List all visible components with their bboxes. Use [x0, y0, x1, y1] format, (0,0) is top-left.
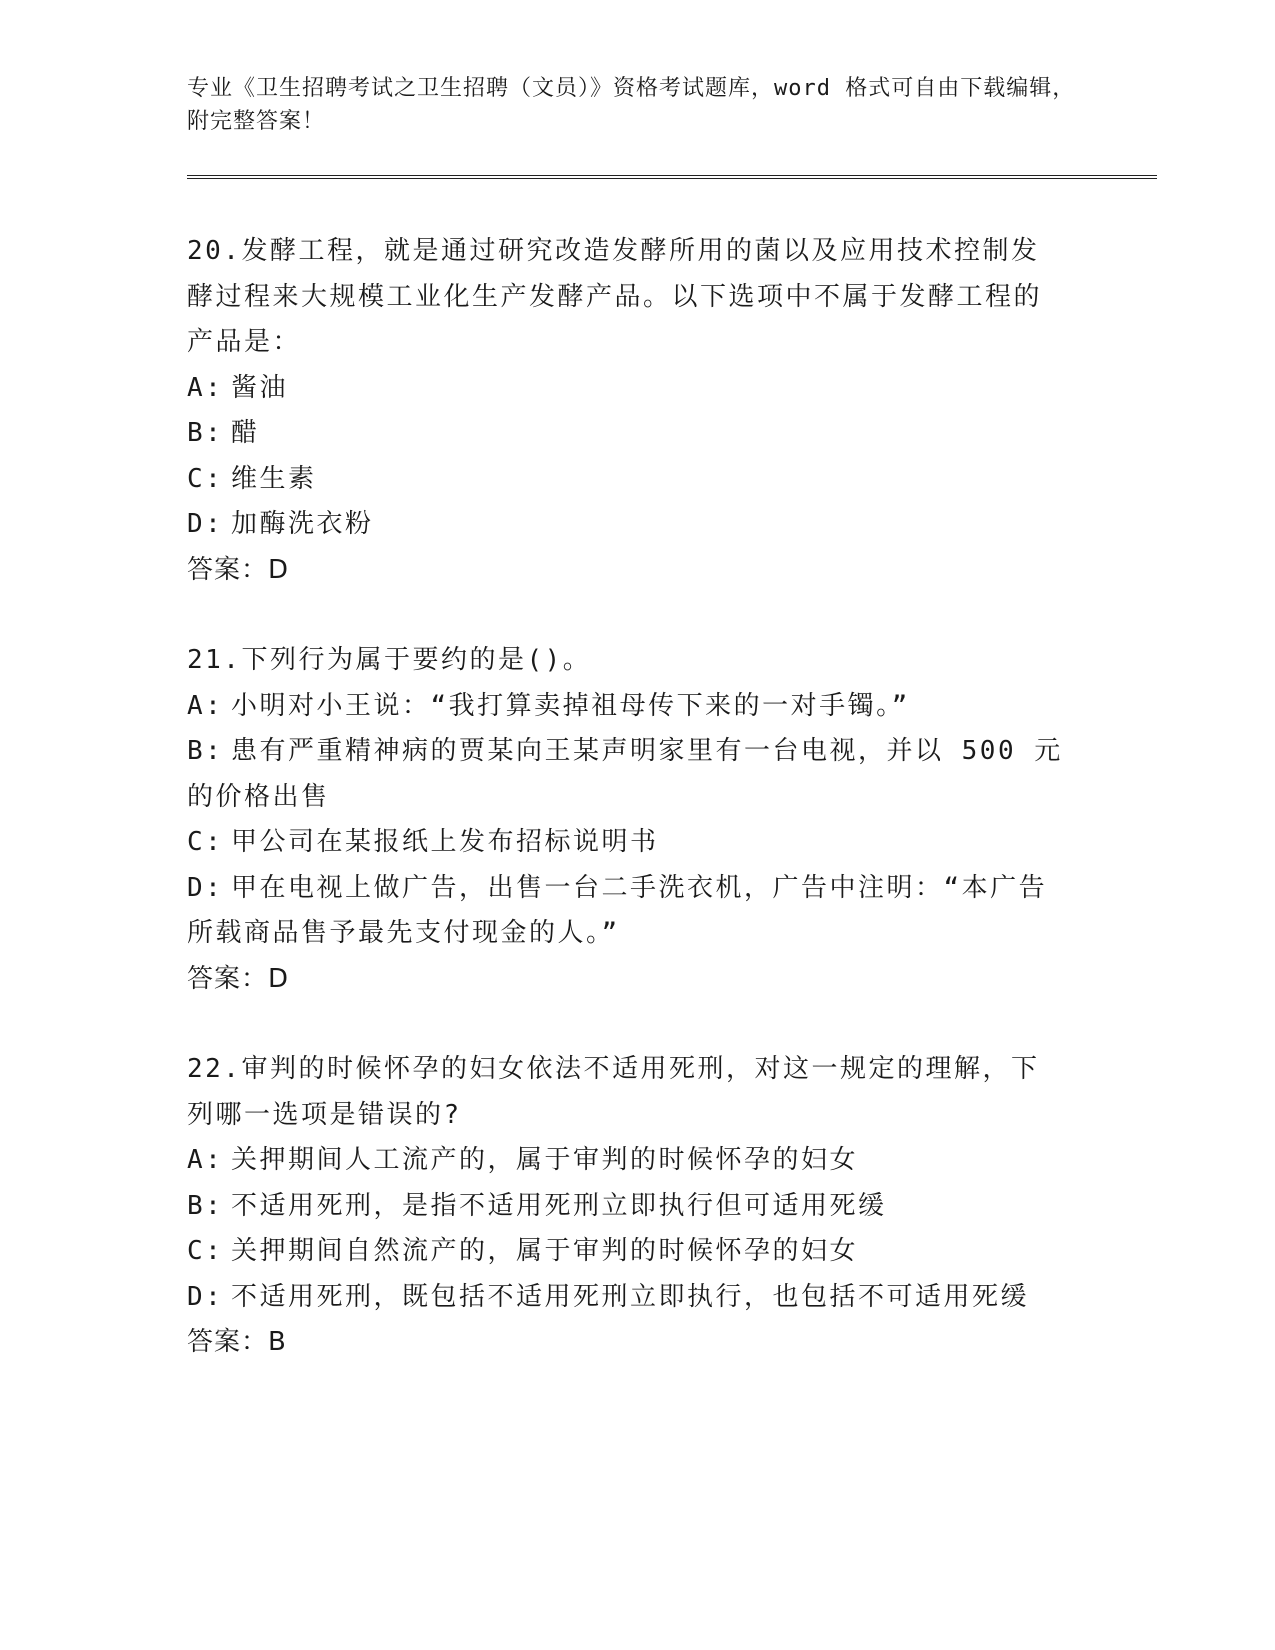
option-text: 酱油	[231, 372, 289, 403]
option-c	[187, 457, 1067, 503]
option-c	[187, 820, 1067, 866]
option-b	[187, 729, 1067, 820]
option-a	[187, 684, 1067, 730]
option-text: 关押期间自然流产的，属于审判的时候怀孕的妇女	[231, 1236, 859, 1266]
option-text: 甲在电视上做广告，出售一台二手洗衣机，广告中注明：“本广告所载商品售予最先支付现金的人。”	[187, 872, 1048, 948]
option-key: D:	[187, 872, 224, 903]
option-text: 小明对小王说：“我打算卖掉祖母传下来的一对手镯。”	[231, 690, 910, 721]
option-text: 加酶洗衣粉	[231, 509, 374, 539]
option-b	[187, 411, 1067, 457]
option-text: 醋	[231, 418, 260, 448]
option-key: A:	[187, 372, 224, 403]
option-key: C:	[187, 1236, 224, 1266]
option-key: B:	[187, 736, 224, 766]
answer-line: 答案：D	[187, 554, 290, 585]
option-a	[187, 1138, 1067, 1184]
option-key: C:	[187, 827, 224, 857]
question-21	[187, 638, 1067, 1002]
option-key: A:	[187, 1145, 224, 1175]
option-text: 关押期间人工流产的，属于审判的时候怀孕的妇女	[231, 1145, 859, 1175]
option-d	[187, 1275, 1067, 1321]
option-text: 患有严重精神病的贾某向王某声明家里有一台电视，并以 500 元的价格出售	[187, 736, 1063, 812]
answer-line: 答案：B	[187, 1327, 287, 1357]
option-key: A:	[187, 690, 224, 721]
document-intro: 专业《卫生招聘考试之卫生招聘（文员）》资格考试题库，word 格式可自由下载编辑，附完整答案！	[187, 76, 1076, 134]
question-stem: 20.发酵工程，就是通过研究改造发酵所用的菌以及应用技术控制发酵过程来大规模工业化生产发酵产品。以下选项中不属于发酵工程的产品是：	[187, 236, 1043, 357]
option-key: C:	[187, 463, 224, 494]
option-key: B:	[187, 418, 224, 448]
document-page	[187, 72, 1157, 1366]
option-b	[187, 1184, 1067, 1230]
question-stem: 22.审判的时候怀孕的妇女依法不适用死刑，对这一规定的理解，下列哪一选项是错误的?	[187, 1054, 1040, 1130]
option-text: 不适用死刑，既包括不适用死刑立即执行，也包括不可适用死缓	[231, 1281, 1030, 1312]
question-22	[187, 1047, 1067, 1366]
option-c	[187, 1229, 1067, 1275]
option-key: B:	[187, 1190, 224, 1221]
option-d	[187, 502, 1067, 548]
option-d	[187, 866, 1067, 957]
header-divider	[187, 175, 1157, 179]
option-text: 甲公司在某报纸上发布招标说明书	[231, 827, 659, 857]
option-text: 不适用死刑，是指不适用死刑立即执行但可适用死缓	[231, 1190, 887, 1221]
option-key: D:	[187, 509, 224, 539]
option-key: D:	[187, 1281, 224, 1312]
option-a	[187, 366, 1067, 412]
question-stem: 21.下列行为属于要约的是()。	[187, 645, 592, 675]
option-text: 维生素	[231, 463, 317, 494]
answer-line: 答案：D	[187, 963, 290, 994]
question-20	[187, 229, 1067, 593]
